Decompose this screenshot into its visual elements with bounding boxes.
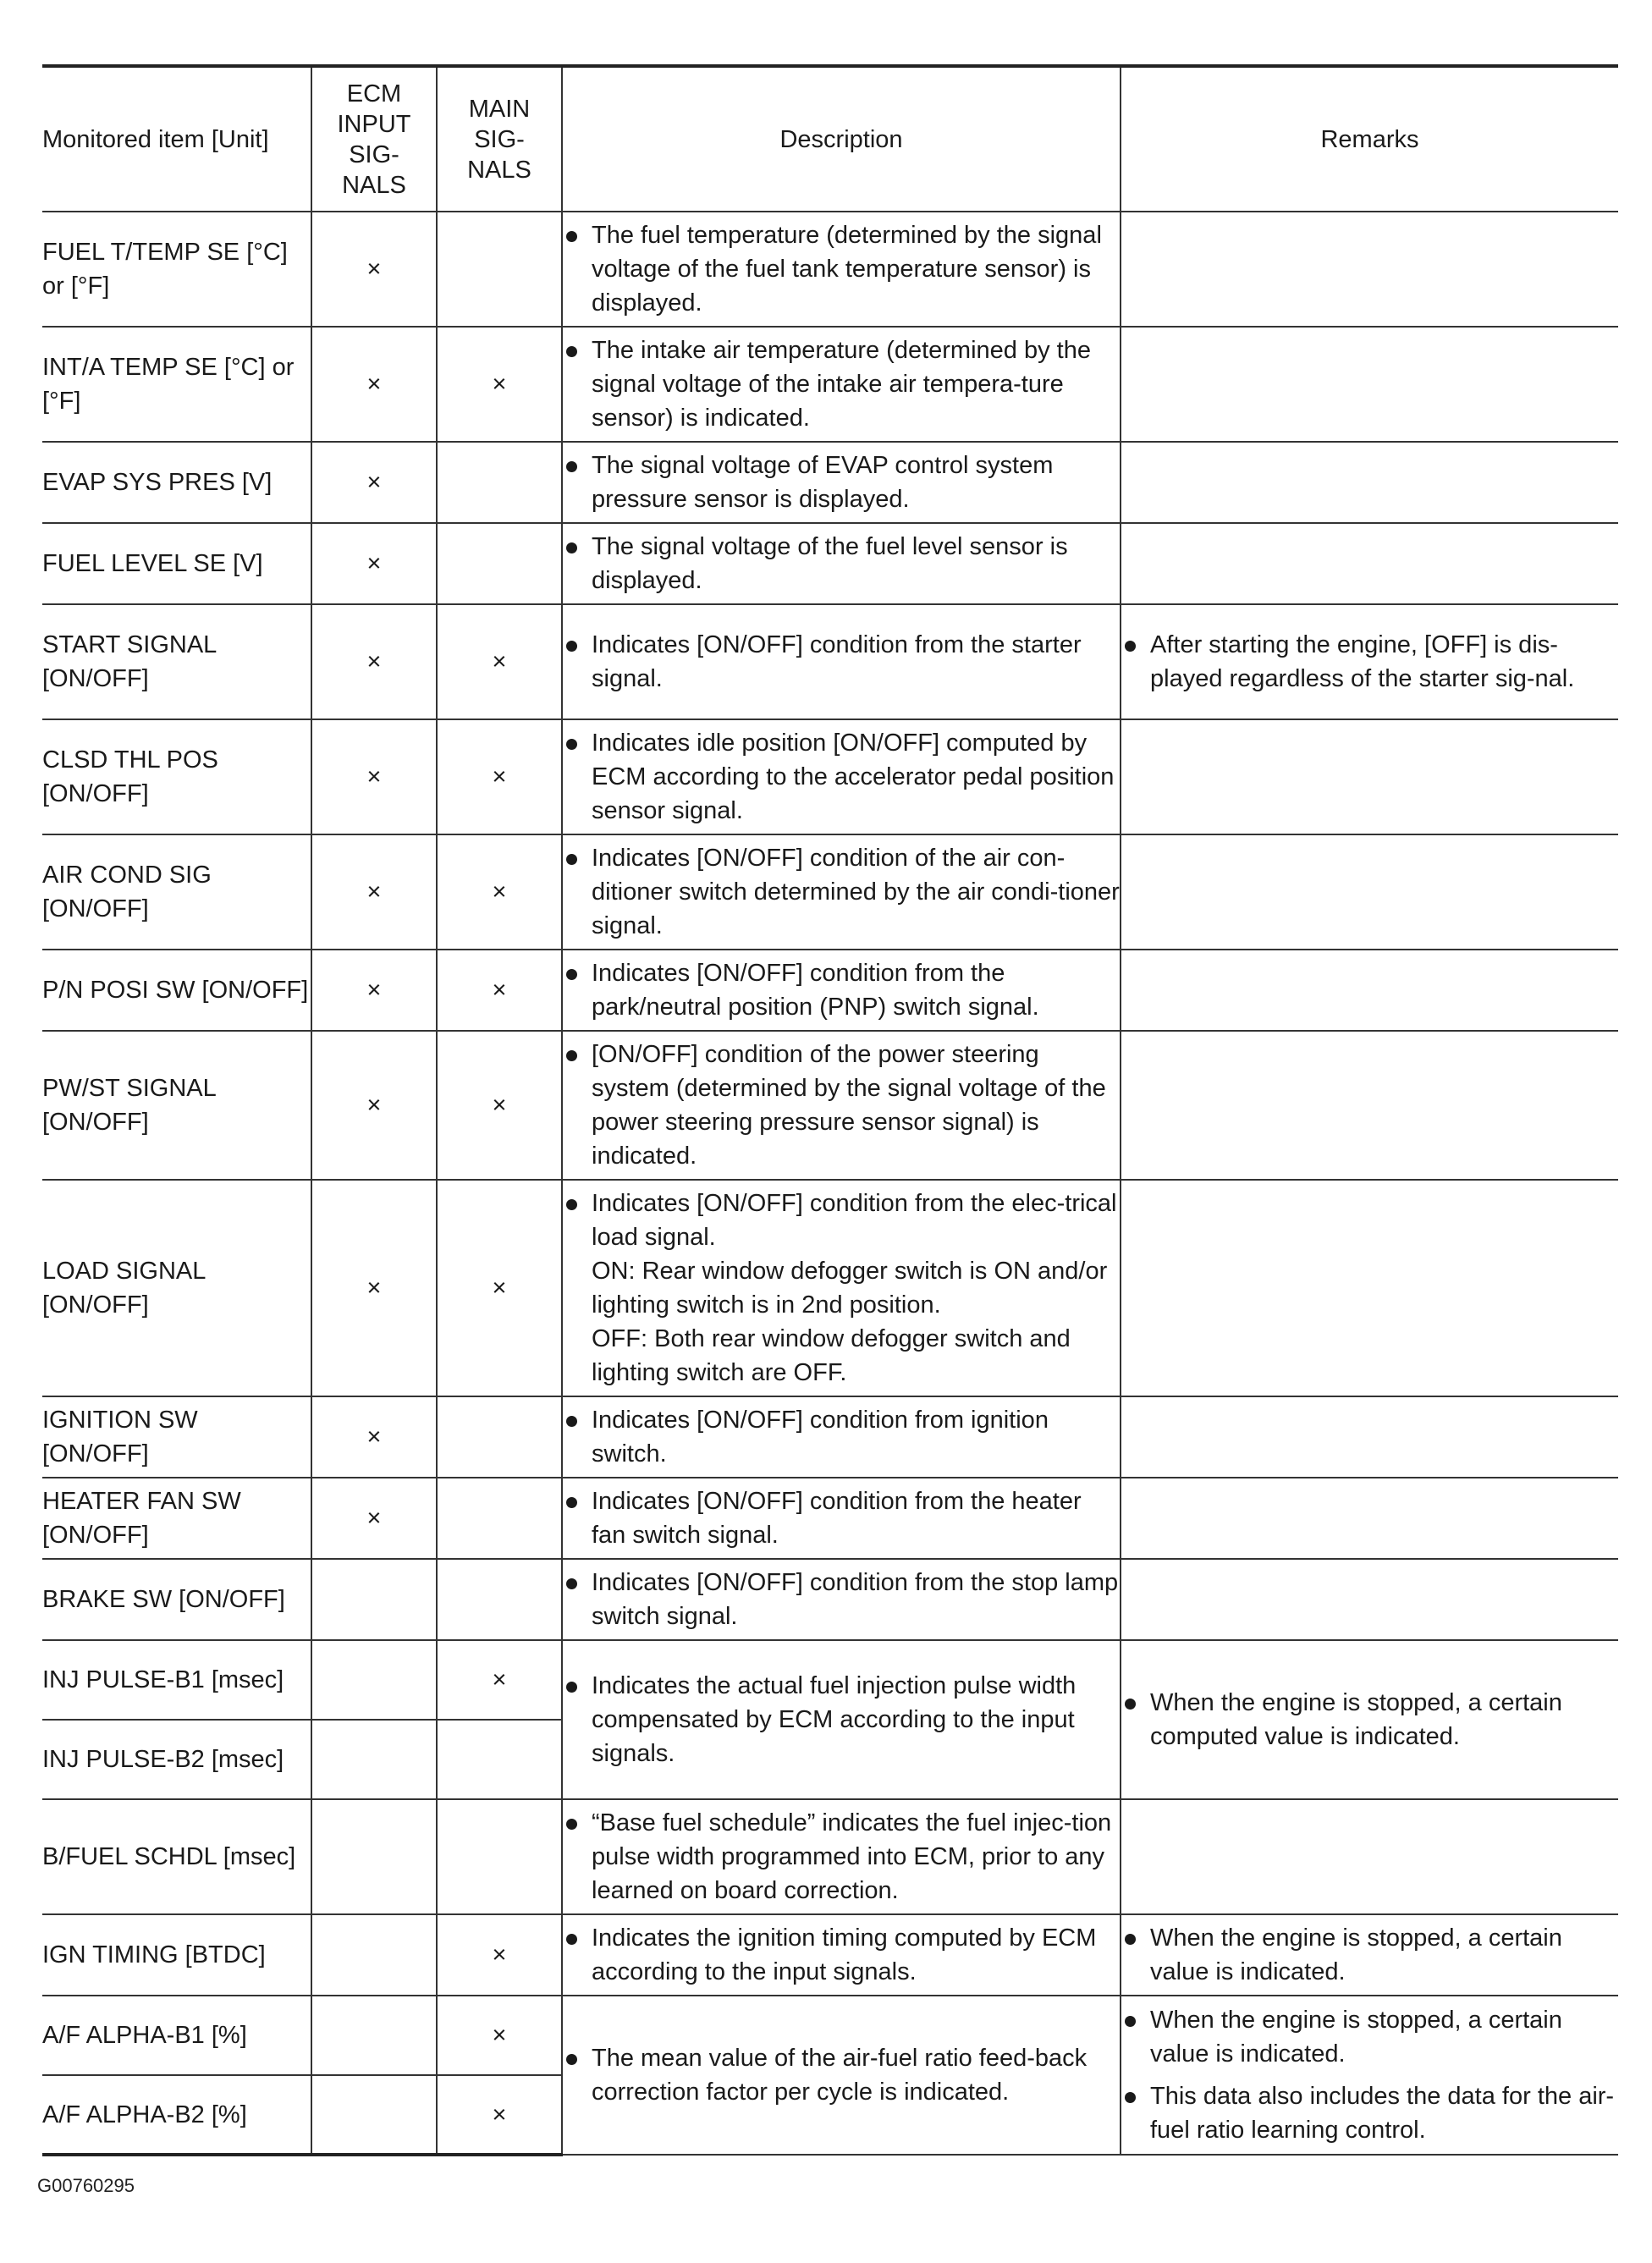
main-signal-mark xyxy=(437,212,562,327)
main-signal-mark: × xyxy=(437,1914,562,1996)
monitored-item: CLSD THL POS [ON/OFF] xyxy=(42,719,311,834)
header-monitored-item: Monitored item [Unit] xyxy=(42,66,311,212)
ecm-input-mark xyxy=(311,1559,437,1640)
ecm-input-mark: × xyxy=(311,834,437,950)
table-row xyxy=(42,1396,1618,1478)
table-row xyxy=(42,523,1618,604)
table-row xyxy=(42,1180,1618,1396)
description: The intake air temperature (determined by the signal voltage of the intake air tempera-ture sensor) is indicated. xyxy=(562,327,1121,442)
header-row xyxy=(42,66,1618,212)
description: Indicates [ON/OFF] condition from ignition switch. xyxy=(562,1396,1121,1478)
table-row xyxy=(42,1478,1618,1559)
table-row xyxy=(42,1996,1618,2075)
remarks xyxy=(1121,442,1618,523)
description-off-note: OFF: Both rear window defogger switch and lighting switch are OFF. xyxy=(592,1325,1071,1386)
main-signal-mark: × xyxy=(437,2075,562,2155)
ecm-input-mark: × xyxy=(311,604,437,719)
ecm-input-mark xyxy=(311,2075,437,2155)
description: The mean value of the air-fuel ratio feed-back correction factor per cycle is indicated. xyxy=(562,1996,1121,2155)
ecm-input-mark xyxy=(311,1914,437,1996)
description: The fuel temperature (determined by the signal voltage of the fuel tank temperature sensor) is displayed. xyxy=(562,212,1121,327)
monitored-item: INT/A TEMP SE [°C] or [°F] xyxy=(42,327,311,442)
main-signal-mark: × xyxy=(437,1640,562,1720)
table-row xyxy=(42,1799,1618,1914)
monitored-item: EVAP SYS PRES [V] xyxy=(42,442,311,523)
monitored-item: FUEL T/TEMP SE [°C] or [°F] xyxy=(42,212,311,327)
ecm-input-mark: × xyxy=(311,523,437,604)
monitored-item: A/F ALPHA-B1 [%] xyxy=(42,1996,311,2075)
remarks xyxy=(1121,327,1618,442)
header-main-signals: MAIN SIG-NALS xyxy=(437,66,562,212)
main-signal-mark xyxy=(437,1396,562,1478)
description: Indicates [ON/OFF] condition from the stop lamp switch signal. xyxy=(562,1559,1121,1640)
ecm-input-mark xyxy=(311,1799,437,1914)
remarks xyxy=(1121,523,1618,604)
main-signal-mark xyxy=(437,1478,562,1559)
main-signal-mark xyxy=(437,1799,562,1914)
ecm-input-mark: × xyxy=(311,1031,437,1180)
table-row xyxy=(42,212,1618,327)
table-row xyxy=(42,442,1618,523)
ecm-input-mark: × xyxy=(311,719,437,834)
main-signal-mark: × xyxy=(437,1031,562,1180)
ecm-input-mark: × xyxy=(311,1180,437,1396)
description-on-note: ON: Rear window defogger switch is ON and/or lighting switch is in 2nd position. xyxy=(592,1258,1108,1319)
remarks xyxy=(1121,1559,1618,1640)
monitored-item: LOAD SIGNAL [ON/OFF] xyxy=(42,1180,311,1396)
ecm-input-mark: × xyxy=(311,327,437,442)
description: Indicates [ON/OFF] condition from the park/neutral position (PNP) switch signal. xyxy=(562,950,1121,1031)
main-signal-mark xyxy=(437,1559,562,1640)
remarks xyxy=(1121,1031,1618,1180)
main-signal-mark: × xyxy=(437,1180,562,1396)
description: Indicates [ON/OFF] condition from the starter signal. xyxy=(562,604,1121,719)
header-ecm-input-signals: ECM INPUT SIG-NALS xyxy=(311,66,437,212)
header-description: Description xyxy=(562,66,1121,212)
description: Indicates [ON/OFF] condition of the air con-ditioner switch determined by the air condi-tioner signal. xyxy=(562,834,1121,950)
monitored-item: PW/ST SIGNAL [ON/OFF] xyxy=(42,1031,311,1180)
figure-code: G00760295 xyxy=(37,2175,135,2196)
ecm-input-mark: × xyxy=(311,442,437,523)
remarks xyxy=(1121,1180,1618,1396)
monitored-item: INJ PULSE-B1 [msec] xyxy=(42,1640,311,1720)
table-row xyxy=(42,834,1618,950)
ecm-input-mark: × xyxy=(311,212,437,327)
table-row xyxy=(42,1640,1618,1720)
monitored-item: HEATER FAN SW [ON/OFF] xyxy=(42,1478,311,1559)
description: [ON/OFF] condition of the power steering system (determined by the signal voltage of the power steering pressure sensor signal) is indicated. xyxy=(562,1031,1121,1180)
description: Indicates [ON/OFF] condition from the heater fan switch signal. xyxy=(562,1478,1121,1559)
monitored-item: P/N POSI SW [ON/OFF] xyxy=(42,950,311,1031)
remarks xyxy=(1121,950,1618,1031)
description: Indicates [ON/OFF] condition from the elec-trical load signal. ON: Rear window defogger switch is ON and/or lighting switch is in 2nd position. OFF: Both rear window defogger switch and lighting switch are OFF. xyxy=(562,1180,1121,1396)
description: The signal voltage of EVAP control system pressure sensor is displayed. xyxy=(562,442,1121,523)
monitored-item: A/F ALPHA-B2 [%] xyxy=(42,2075,311,2155)
table-row xyxy=(42,327,1618,442)
ecm-input-mark xyxy=(311,1720,437,1799)
description: “Base fuel schedule” indicates the fuel injec-tion pulse width programmed into ECM, prior to any learned on board correction. xyxy=(562,1799,1121,1914)
remarks xyxy=(1121,834,1618,950)
remarks: When the engine is stopped, a certain value is indicated. xyxy=(1121,1914,1618,1996)
remarks-learning-note: This data also includes the data for the air-fuel ratio learning control. xyxy=(1121,2079,1618,2147)
monitor-item-table xyxy=(42,64,1618,2156)
ecm-input-mark: × xyxy=(311,1396,437,1478)
ecm-input-mark: × xyxy=(311,950,437,1031)
main-signal-mark: × xyxy=(437,834,562,950)
table-row xyxy=(42,1914,1618,1996)
main-signal-mark: × xyxy=(437,604,562,719)
ecm-input-mark xyxy=(311,1996,437,2075)
table-row xyxy=(42,1031,1618,1180)
table-row xyxy=(42,719,1618,834)
remarks xyxy=(1121,719,1618,834)
monitored-item: IGNITION SW [ON/OFF] xyxy=(42,1396,311,1478)
monitored-item: START SIGNAL [ON/OFF] xyxy=(42,604,311,719)
ecm-input-mark: × xyxy=(311,1478,437,1559)
ecm-input-mark xyxy=(311,1640,437,1720)
description: Indicates the ignition timing computed by ECM according to the input signals. xyxy=(562,1914,1121,1996)
main-signal-mark: × xyxy=(437,950,562,1031)
table-row xyxy=(42,1559,1618,1640)
main-signal-mark: × xyxy=(437,1996,562,2075)
remarks xyxy=(1121,1799,1618,1914)
main-signal-mark: × xyxy=(437,327,562,442)
monitored-item: BRAKE SW [ON/OFF] xyxy=(42,1559,311,1640)
header-remarks: Remarks xyxy=(1121,66,1618,212)
description: Indicates the actual fuel injection pulse width compensated by ECM according to the input signals. xyxy=(562,1640,1121,1799)
remarks: After starting the engine, [OFF] is dis-played regardless of the starter sig-nal. xyxy=(1121,604,1618,719)
monitored-item: AIR COND SIG [ON/OFF] xyxy=(42,834,311,950)
monitored-item: INJ PULSE-B2 [msec] xyxy=(42,1720,311,1799)
remarks xyxy=(1121,1478,1618,1559)
remarks: When the engine is stopped, a certain value is indicated. This data also includes the data for the air-fuel ratio learning control. xyxy=(1121,1996,1618,2155)
remarks xyxy=(1121,212,1618,327)
remarks: When the engine is stopped, a certain computed value is indicated. xyxy=(1121,1640,1618,1799)
description: The signal voltage of the fuel level sensor is displayed. xyxy=(562,523,1121,604)
monitored-item: B/FUEL SCHDL [msec] xyxy=(42,1799,311,1914)
table-row xyxy=(42,950,1618,1031)
main-signal-mark: × xyxy=(437,719,562,834)
monitored-item: FUEL LEVEL SE [V] xyxy=(42,523,311,604)
main-signal-mark xyxy=(437,523,562,604)
main-signal-mark xyxy=(437,1720,562,1799)
table-row xyxy=(42,604,1618,719)
monitored-item: IGN TIMING [BTDC] xyxy=(42,1914,311,1996)
description: Indicates idle position [ON/OFF] computed by ECM according to the accelerator pedal position sensor signal. xyxy=(562,719,1121,834)
main-signal-mark xyxy=(437,442,562,523)
remarks xyxy=(1121,1396,1618,1478)
